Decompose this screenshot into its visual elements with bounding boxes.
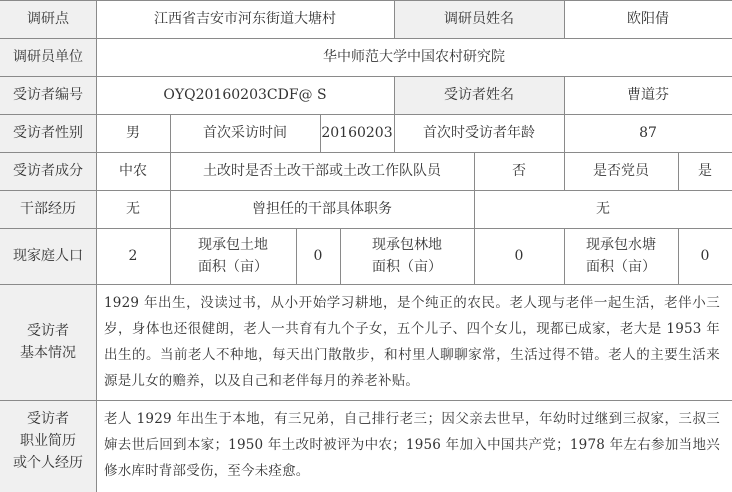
rule-row1 xyxy=(0,38,732,39)
basic-info-label-line1: 受访者 xyxy=(27,323,69,339)
career-history-label-line2: 职业简历 xyxy=(20,433,76,449)
cadre-experience-label: 干部经历 xyxy=(0,190,96,228)
rule-row6 xyxy=(0,228,732,229)
rule-r4-date xyxy=(320,114,321,152)
career-history-text: 老人 1929 年出生于本地，有三兄弟，自己排行老三；因父亲去世早，年幼时过继到三叔家，三叔三婶去世后回到本家；1950 年土改时被评为中农；1956 年加入中国共产党；1978 年左右参加当地兴修水库时背部受伤，至今未痊愈。 xyxy=(104,411,720,479)
rule-r1-mid xyxy=(394,0,395,38)
rule-top xyxy=(0,0,732,1)
rule-r5-party-value xyxy=(678,152,679,190)
rule-r7-d xyxy=(678,228,679,284)
rule-r3r4-right xyxy=(564,76,565,152)
rule-row5 xyxy=(0,190,732,191)
class-status-label: 受访者成分 xyxy=(0,152,96,190)
career-history-label-line3: 或个人经历 xyxy=(13,455,83,471)
rule-col-170 xyxy=(170,114,171,284)
contracted-pond-label-line2: 面积（亩） xyxy=(586,259,656,275)
contracted-forest-label-line2: 面积（亩） xyxy=(372,259,442,275)
rule-row8 xyxy=(0,400,732,401)
contracted-pond-label xyxy=(564,228,678,284)
basic-info-label-line2: 基本情况 xyxy=(20,345,76,361)
respondent-name-label: 受访者姓名 xyxy=(394,76,564,114)
researcher-unit-label: 调研员单位 xyxy=(0,38,96,76)
researcher-name-label: 调研员姓名 xyxy=(394,0,564,38)
rule-r5-party xyxy=(564,152,565,190)
contracted-pond-label-line1: 现承包水塘 xyxy=(586,237,656,253)
household-size-value: 2 xyxy=(128,248,138,264)
rule-r1-right xyxy=(564,0,565,38)
first-interview-date-value: 20160203 xyxy=(321,125,393,141)
researcher-unit-value: 华中师范大学中国农村研究院 xyxy=(323,49,505,65)
rule-r7-b xyxy=(340,228,341,284)
rule-col-474 xyxy=(474,152,475,284)
contracted-pond-value: 0 xyxy=(700,248,710,264)
respondent-id-value: OYQ20160203CDF@ S xyxy=(163,87,327,103)
researcher-name-value: 欧阳倩 xyxy=(627,11,669,27)
respondent-name-value: 曹道芬 xyxy=(627,87,669,103)
contracted-farmland-label-line1: 现承包土地 xyxy=(198,237,268,253)
household-size-label: 现家庭人口 xyxy=(0,228,96,284)
basic-info-text: 1929 年出生，没读过书，从小开始学习耕地，是个纯正的农民。老人现与老伴一起生活，老伴小三岁，身体也还很健朗，老人一共育有九个子女，五个儿子、四个女儿，现都已成家，老大是 1953 年出生的。当前老人不种地，每天出门散散步，和村里人聊聊家常，生活过得不错。老人的主要生活来源是儿女的赡养，以及自己和老伴每月的养老补贴。 xyxy=(104,295,720,389)
contracted-forest-label-line1: 现承包林地 xyxy=(372,237,442,253)
rule-r7-c xyxy=(564,228,565,284)
basic-info-label xyxy=(0,284,96,400)
rule-label-column xyxy=(96,0,97,492)
contracted-farmland-value: 0 xyxy=(313,248,323,264)
rule-row2 xyxy=(0,76,732,77)
cadre-position-label: 曾担任的干部具体职务 xyxy=(252,201,392,217)
rule-row4 xyxy=(0,152,732,153)
contracted-forest-value: 0 xyxy=(514,248,524,264)
rule-row7 xyxy=(0,284,732,285)
rule-row3 xyxy=(0,114,732,115)
class-status-value: 中农 xyxy=(119,163,147,179)
land-reform-cadre-question: 土改时是否土改干部或土改工作队队员 xyxy=(203,163,441,179)
respondent-id-label: 受访者编号 xyxy=(0,76,96,114)
age-at-first-interview-value: 87 xyxy=(639,125,657,141)
party-member-label: 是否党员 xyxy=(593,163,649,179)
respondent-gender-value: 男 xyxy=(126,125,140,141)
site-label: 调研点 xyxy=(0,0,96,38)
contracted-farmland-label xyxy=(170,228,296,284)
career-history-label-line1: 受访者 xyxy=(27,411,69,427)
career-history-label xyxy=(0,400,96,492)
first-interview-date-label: 首次采访时间 xyxy=(203,125,287,141)
contracted-farmland-label-line2: 面积（亩） xyxy=(198,259,268,275)
party-member-value: 是 xyxy=(698,163,712,179)
rule-r3r4-mid xyxy=(394,76,395,152)
contracted-forest-label xyxy=(340,228,474,284)
respondent-gender-label: 受访者性别 xyxy=(0,114,96,152)
cadre-experience-value: 无 xyxy=(126,201,140,217)
cadre-position-value: 无 xyxy=(596,201,610,217)
land-reform-cadre-answer: 否 xyxy=(512,163,526,179)
site-value: 江西省吉安市河东街道大塘村 xyxy=(154,11,336,27)
age-at-first-interview-label: 首次时受访者年龄 xyxy=(423,125,535,141)
rule-r7-a xyxy=(296,228,297,284)
